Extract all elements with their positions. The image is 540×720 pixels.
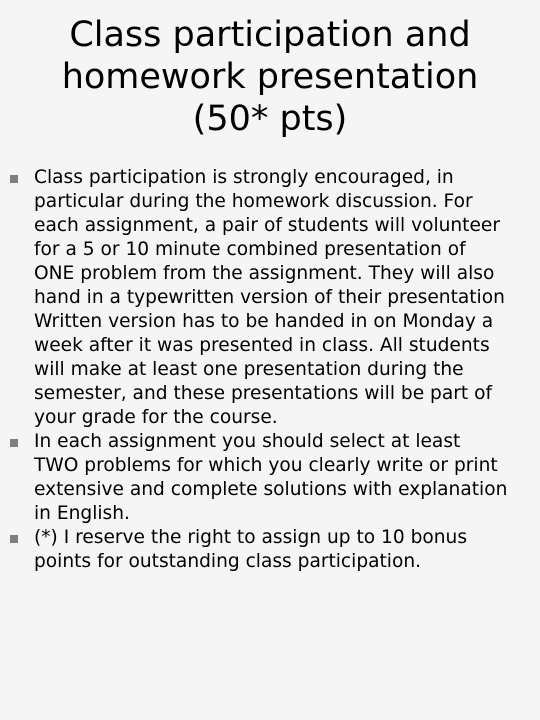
- bullet-line: (*) I reserve the right to assign up to 10 bonus: [34, 527, 468, 548]
- bullet-line: Class participation is strongly encouraged, in: [34, 167, 454, 188]
- square-bullet-icon: [10, 535, 18, 543]
- bullet-line: week after it was presented in class. All students: [34, 335, 490, 356]
- bullet-line: your grade for the course.: [34, 407, 278, 428]
- bullet-item: [0, 430, 540, 526]
- bullet-line: particular during the homework discussion. For: [34, 191, 473, 212]
- bullet-line: each assignment, a pair of students will volunteer: [34, 215, 500, 236]
- title-line: Class participation and: [69, 15, 471, 55]
- title-line: (50* pts): [192, 99, 348, 139]
- bullet-line: extensive and complete solutions with explanation: [34, 479, 508, 500]
- bullet-line: hand in a typewritten version of their presentation: [34, 287, 505, 308]
- bullet-line: TWO problems for which you clearly write or print: [34, 455, 498, 476]
- slide-title: [0, 14, 540, 140]
- bullet-line: in English.: [34, 503, 130, 524]
- title-line: homework presentation: [61, 57, 479, 97]
- bullet-list: [0, 166, 540, 574]
- bullet-line: In each assignment you should select at least: [34, 431, 461, 452]
- bullet-item: [0, 166, 540, 430]
- square-bullet-icon: [10, 175, 18, 183]
- bullet-line: Written version has to be handed in on Monday a: [34, 311, 494, 332]
- square-bullet-icon: [10, 439, 18, 447]
- bullet-line: points for outstanding class participation.: [34, 551, 422, 572]
- bullet-line: for a 5 or 10 minute combined presentation of: [34, 239, 466, 260]
- bullet-line: ONE problem from the assignment. They will also: [34, 263, 495, 284]
- bullet-line: will make at least one presentation during the: [34, 359, 464, 380]
- bullet-line: semester, and these presentations will be part of: [34, 383, 493, 404]
- bullet-item: [0, 526, 540, 574]
